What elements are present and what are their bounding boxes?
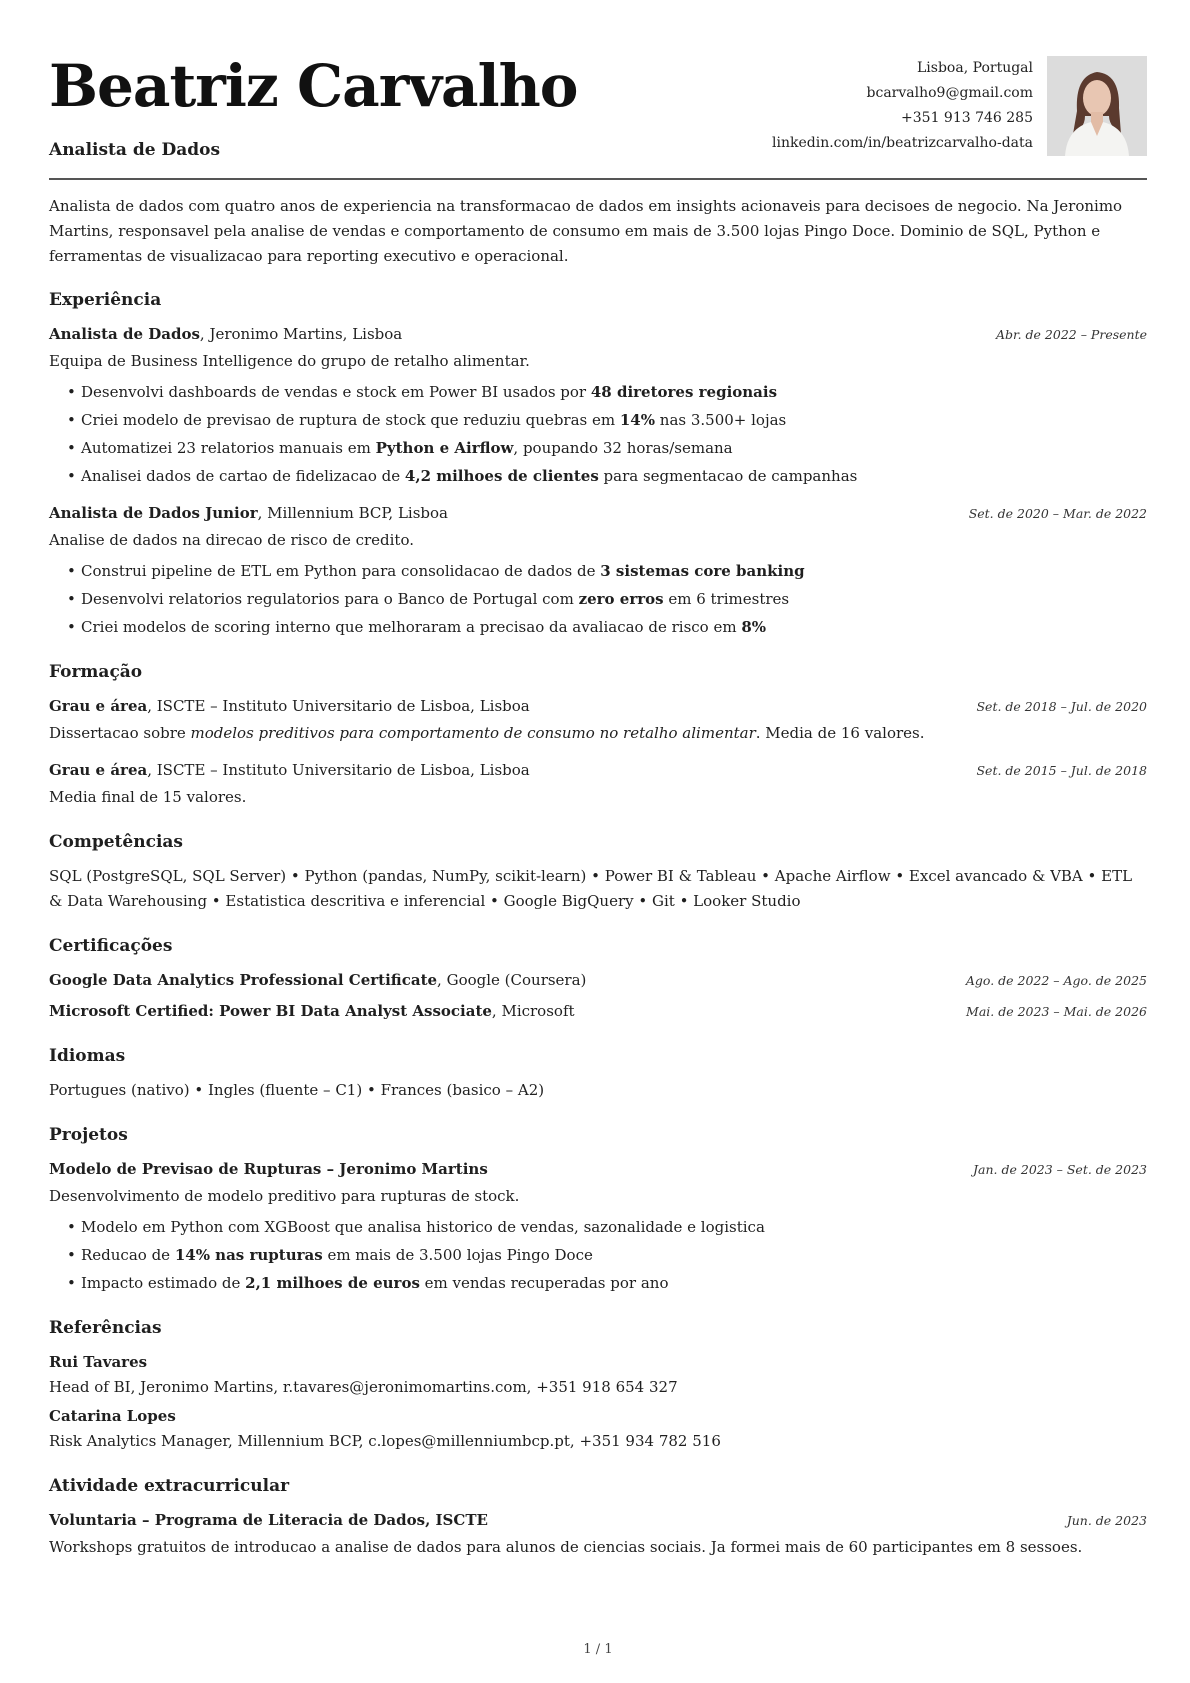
- job-position: Analista de Dados Junior: [49, 504, 258, 522]
- project-entry: [49, 1157, 1147, 1296]
- project-dates: Jan. de 2023 – Set. de 2023: [973, 1162, 1147, 1177]
- certification-dates: Ago. de 2022 – Ago. de 2025: [965, 973, 1147, 988]
- education-dates: Set. de 2018 – Jul. de 2020: [976, 699, 1147, 714]
- contact-linkedin[interactable]: linkedin.com/in/beatrizcarvalho-data: [772, 135, 1033, 151]
- reference-name: Catarina Lopes: [49, 1407, 176, 1425]
- reference-details: Risk Analytics Manager, Millennium BCP, c.lopes@millenniumbcp.pt, +351 934 782 516: [49, 1432, 721, 1450]
- job-bullets: [49, 559, 1147, 640]
- education-description: Media final de 15 valores.: [49, 788, 247, 806]
- skills-section: [49, 830, 1147, 914]
- education-description: Dissertacao sobre modelos preditivos para comportamento de consumo no retalho alimentar. Media de 16 valores.: [49, 724, 925, 742]
- project-name: Modelo de Previsao de Rupturas – Jeronimo Martins: [49, 1160, 488, 1178]
- list-item: • Analisei dados de cartao de fidelizacao de 4,2 milhoes de clientes para segmentacao de campanhas: [81, 464, 1147, 489]
- list-item: • Desenvolvi dashboards de vendas e stock em Power BI usados por 48 diretores regionais: [81, 380, 1147, 405]
- extracurricular-section: [49, 1474, 1147, 1560]
- reference-entry: [49, 1404, 1147, 1454]
- job-description: Analise de dados na direcao de risco de credito.: [49, 531, 414, 549]
- resume-page: [49, 0, 1147, 1683]
- references-section: [49, 1316, 1147, 1454]
- list-item: • Modelo em Python com XGBoost que analisa historico de vendas, sazonalidade e logistica: [81, 1215, 1147, 1240]
- degree: Grau e área: [49, 697, 148, 715]
- section-title: Atividade extracurricular: [49, 1476, 290, 1496]
- section-title: Competências: [49, 832, 183, 852]
- contact-block: [772, 56, 1033, 156]
- certification-entry: [49, 999, 1147, 1024]
- page-number: 1 / 1: [583, 1642, 613, 1657]
- section-title: Idiomas: [49, 1046, 126, 1066]
- section-title: Projetos: [49, 1125, 128, 1145]
- education-dates: Set. de 2015 – Jul. de 2018: [976, 763, 1147, 778]
- activity-dates: Jun. de 2023: [1066, 1513, 1147, 1528]
- activity-description: Workshops gratuitos de introducao a analise de dados para alunos de ciencias sociais. Ja formei mais de 60 participantes em 8 sessoes.: [49, 1538, 1083, 1556]
- certification-name: Google Data Analytics Professional Certificate: [49, 971, 438, 989]
- resume-content: [49, 194, 1147, 1580]
- education-section: [49, 660, 1147, 810]
- languages-section: [49, 1044, 1147, 1103]
- job-description: Equipa de Business Intelligence do grupo de retalho alimentar.: [49, 352, 530, 370]
- extracurricular-entry: [49, 1508, 1147, 1533]
- education-entry: [49, 694, 1147, 746]
- section-title: Referências: [49, 1318, 162, 1338]
- contact-phone[interactable]: +351 913 746 285: [901, 110, 1033, 126]
- section-title: Formação: [49, 662, 143, 682]
- job-org: , Millennium BCP, Lisboa: [257, 504, 448, 522]
- section-title: Experiência: [49, 290, 162, 310]
- job-dates: Set. de 2020 – Mar. de 2022: [968, 506, 1147, 521]
- experience-section: [49, 288, 1147, 640]
- reference-details: Head of BI, Jeronimo Martins, r.tavares@jeronimomartins.com, +351 918 654 327: [49, 1378, 678, 1396]
- list-item: • Construi pipeline de ETL em Python para consolidacao de dados de 3 sistemas core banking: [81, 559, 1147, 584]
- header-divider: [49, 178, 1147, 180]
- certification-name: Microsoft Certified: Power BI Data Analyst Associate: [49, 1002, 492, 1020]
- candidate-role: Analista de Dados: [49, 140, 221, 160]
- section-title: Certificações: [49, 936, 173, 956]
- certification-issuer: , Microsoft: [491, 1002, 575, 1020]
- list-item: • Reducao de 14% nas rupturas em mais de 3.500 lojas Pingo Doce: [81, 1243, 1147, 1268]
- certification-issuer: , Google (Coursera): [437, 971, 587, 989]
- job-org: , Jeronimo Martins, Lisboa: [199, 325, 403, 343]
- job-entry: [49, 322, 1147, 489]
- certifications-section: [49, 934, 1147, 1024]
- job-position: Analista de Dados: [49, 325, 200, 343]
- candidate-name: Beatriz Carvalho: [49, 52, 578, 120]
- list-item: • Desenvolvi relatorios regulatorios para o Banco de Portugal com zero erros em 6 trimestres: [81, 587, 1147, 612]
- job-bullets: [49, 380, 1147, 489]
- contact-location: Lisboa, Portugal: [917, 60, 1033, 76]
- degree: Grau e área: [49, 761, 148, 779]
- list-item: • Impacto estimado de 2,1 milhoes de euros em vendas recuperadas por ano: [81, 1271, 1147, 1296]
- job-dates: Abr. de 2022 – Presente: [995, 327, 1147, 342]
- list-item: • Criei modelo de previsao de ruptura de stock que reduziu quebras em 14% nas 3.500+ lojas: [81, 408, 1147, 433]
- job-entry: [49, 501, 1147, 640]
- certification-entry: [49, 968, 1147, 993]
- profile-photo-illustration: [1047, 56, 1147, 156]
- project-bullets: [49, 1215, 1147, 1296]
- education-entry: [49, 758, 1147, 810]
- certification-dates: Mai. de 2023 – Mai. de 2026: [966, 1004, 1147, 1019]
- contact-email[interactable]: bcarvalho9@gmail.com: [866, 85, 1033, 101]
- summary: Analista de dados com quatro anos de experiencia na transformacao de dados em insights acionaveis para decisoes de negocio. Na Jeronimo Martins, responsavel pela analise de vendas e comportamento de consumo em mais de 3.500 lojas Pingo Doce. Dominio de SQL, Python e ferramentas de visualizacao para reporting executivo e operacional.: [49, 197, 1123, 265]
- languages-list: Portugues (nativo) • Ingles (fluente – C1) • Frances (basico – A2): [49, 1081, 545, 1099]
- project-description: Desenvolvimento de modelo preditivo para rupturas de stock.: [49, 1187, 520, 1205]
- skills-list: SQL (PostgreSQL, SQL Server) • Python (pandas, NumPy, scikit-learn) • Power BI & Tableau • Apache Airflow • Excel avancado & VBA • ETL & Data Warehousing • Estatistica descritiva e inferencial • Google BigQuery • Git • Looker Studio: [49, 867, 1133, 910]
- list-item: • Automatizei 23 relatorios manuais em Python e Airflow, poupando 32 horas/semana: [81, 436, 1147, 461]
- profile-photo: [1047, 56, 1147, 156]
- reference-name: Rui Tavares: [49, 1353, 148, 1371]
- activity-name: Voluntaria – Programa de Literacia de Dados, ISCTE: [49, 1511, 488, 1529]
- school: , ISCTE – Instituto Universitario de Lisboa, Lisboa: [147, 697, 530, 715]
- projects-section: [49, 1123, 1147, 1296]
- list-item: • Criei modelos de scoring interno que melhoraram a precisao da avaliacao de risco em 8%: [81, 615, 1147, 640]
- school: , ISCTE – Instituto Universitario de Lisboa, Lisboa: [147, 761, 530, 779]
- reference-entry: [49, 1350, 1147, 1400]
